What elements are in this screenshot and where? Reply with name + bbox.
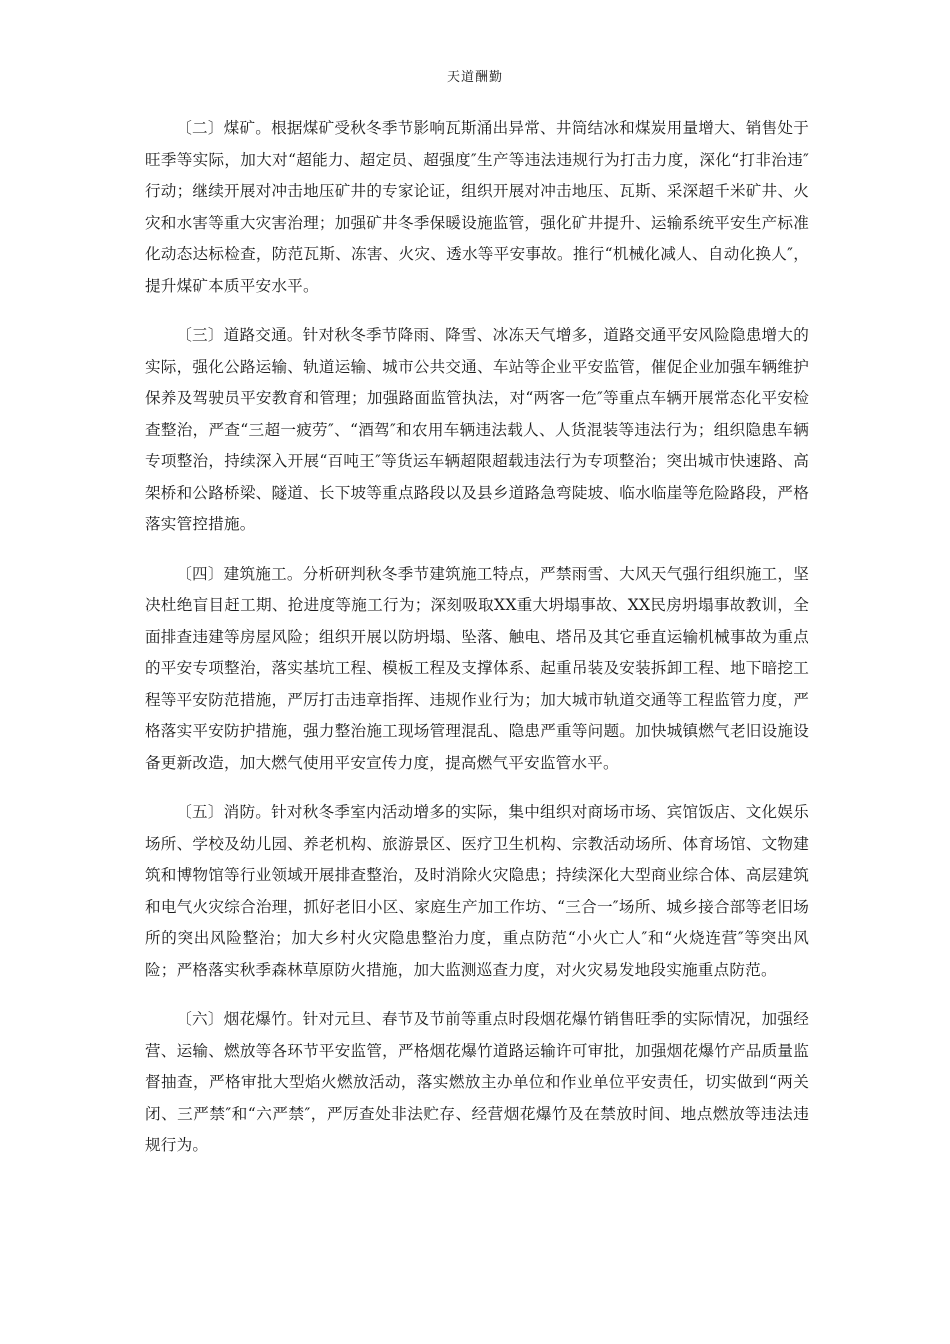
page-header: 天道酬勤 [446,70,503,85]
paragraph-construction: 〔四〕建筑施工。分析研判秋冬季节建筑施工特点，严禁雨雪、大风天气强行组织施工，坚决杜绝盲目赶工期、抢进度等施工行为；深刻吸取XX重大坍塌事故、XX民房坍塌事故教训，全面排查违建等房屋风险；组织开展以防坍塌、坠落、触电、塔吊及其它垂直运输机械事故为重点的平安专项整治，落实基坑工程、模板工程及支撑体系、起重吊装及安装拆卸工程、地下暗挖工程等平安防范措施，严厉打击违章指挥、违规作业行为；加大城市轨道交通等工程监管力度，严格落实平安防护措施，强力整治施工现场管理混乱、隐患严重等问题。加快城镇燃气老旧设施设备更新改造，加大燃气使用平安宣传力度，提高燃气平安监管水平。 [145,564,809,772]
document-body [145,113,809,1180]
paragraph-road-traffic: 〔三〕道路交通。针对秋冬季节降雨、降雪、冰冻天气增多，道路交通平安风险隐患增大的实际，强化公路运输、轨道运输、城市公共交通、车站等企业平安监管，催促企业加强车辆维护保养及驾驶员平安教育和管理；加强路面监管执法，对“两客一危″等重点车辆开展常态化平安检查整治，严查“三超一疲劳″、“酒驾″和农用车辆违法载人、人货混装等违法行为；组织隐患车辆专项整治，持续深入开展“百吨王″等货运车辆超限超载违法行为专项整治；突出城市快速路、高架桥和公路桥梁、隧道、长下坡等重点路段以及县乡道路急弯陡坡、临水临崖等危险路段，严格落实管控措施。 [145,326,809,533]
paragraph-coal-mine: 〔二〕煤矿。根据煤矿受秋冬季节影响瓦斯涌出异常、井筒结冰和煤炭用量增大、销售处于旺季等实际，加大对“超能力、超定员、超强度″生产等违法违规行为打击力度，深化“打非治违″行动；继续开展对冲击地压矿井的专家论证，组织开展对冲击地压、瓦斯、采深超千米矿井、火灾和水害等重大灾害治理；加强矿井冬季保暖设施监管，强化矿井提升、运输系统平安生产标准化动态达标检查，防范瓦斯、冻害、火灾、透水等平安事故。推行“机械化减人、自动化换人″，提升煤矿本质平安水平。 [145,119,809,295]
paragraph-fire-protection: 〔五〕消防。针对秋冬季室内活动增多的实际，集中组织对商场市场、宾馆饭店、文化娱乐场所、学校及幼儿园、养老机构、旅游景区、医疗卫生机构、宗教活动场所、体育场馆、文物建筑和博物馆等行业领域开展排查整治，及时消除火灾隐患；持续深化大型商业综合体、高层建筑和电气火灾综合治理，抓好老旧小区、家庭生产加工作坊、“三合一″场所、城乡接合部等老旧场所的突出风险整治；加大乡村火灾隐患整治力度，重点防范“小火亡人″和“火烧连营″等突出风险；严格落实秋季森林草原防火措施，加大监测巡查力度，对火灾易发地段实施重点防范。 [145,803,809,979]
paragraph-fireworks: 〔六〕烟花爆竹。针对元旦、春节及节前等重点时段烟花爆竹销售旺季的实际情况，加强经营、运输、燃放等各环节平安监管，严格烟花爆竹道路运输许可审批，加强烟花爆竹产品质量监督抽查，严格审批大型焰火燃放活动，落实燃放主办单位和作业单位平安责任，切实做到“两关闭、三严禁″和“六严禁″，严厉查处非法贮存、经营烟花爆竹及在禁放时间、地点燃放等违法违规行为。 [145,1010,809,1154]
